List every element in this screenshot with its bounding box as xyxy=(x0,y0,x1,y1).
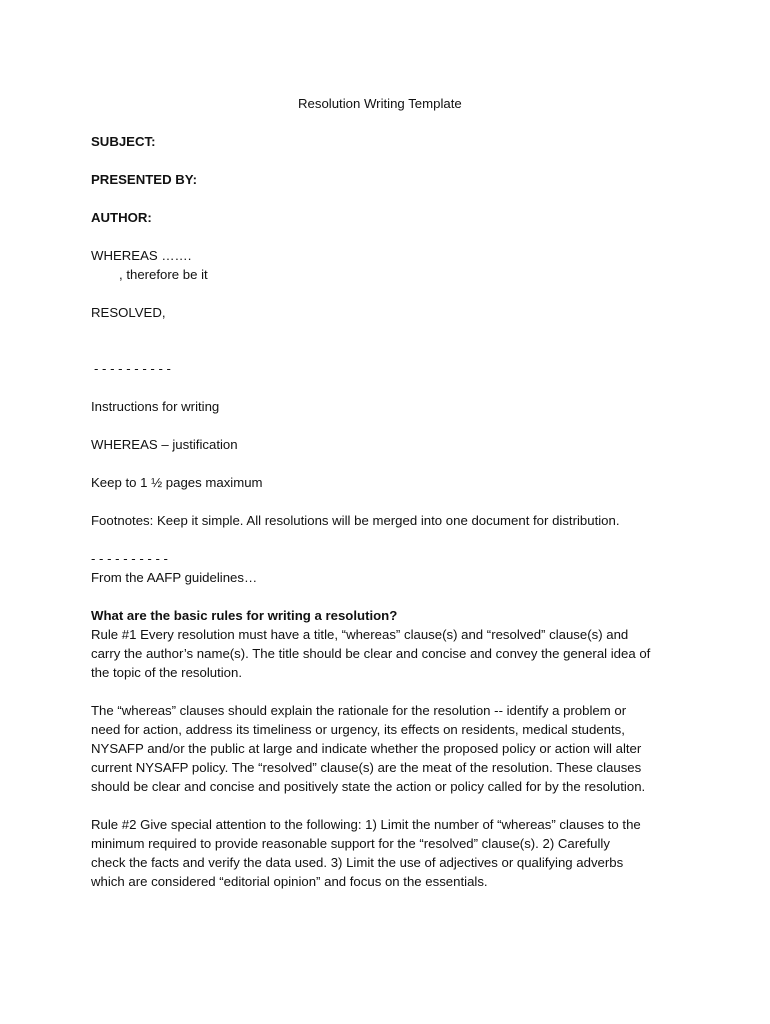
rule-1-paragraph xyxy=(91,625,691,682)
paragraph-line: minimum required to provide reasonable support for the “resolved” clause(s). 2) Carefully xyxy=(91,836,610,851)
author-label: AUTHOR: xyxy=(91,210,152,225)
paragraph-line: carry the author’s name(s). The title should be clear and concise and convey the general idea of xyxy=(91,646,651,661)
paragraph-line: Rule #2 Give special attention to the following: 1) Limit the number of “whereas” clauses to the xyxy=(91,817,641,832)
paragraph-line: need for action, address its timeliness or urgency, its effects on residents, medical students, xyxy=(91,722,625,737)
rule-2-paragraph xyxy=(91,815,691,891)
paragraph-line: the topic of the resolution. xyxy=(91,665,243,680)
presented-by-label: PRESENTED BY: xyxy=(91,172,198,187)
paragraph-line: Rule #1 Every resolution must have a title, “whereas” clause(s) and “resolved” clause(s) and xyxy=(91,627,629,642)
separator-1: - - - - - - - - - - xyxy=(94,361,171,376)
rules-heading: What are the basic rules for writing a resolution? xyxy=(91,608,398,623)
instruction-whereas: WHEREAS – justification xyxy=(91,437,238,452)
separator-2: - - - - - - - - - - xyxy=(91,551,168,566)
paragraph-line: which are considered “editorial opinion” and focus on the essentials. xyxy=(91,874,488,889)
guidelines-intro: From the AAFP guidelines… xyxy=(91,570,258,585)
therefore-line: , therefore be it xyxy=(119,267,208,282)
paragraph-line: should be clear and concise and positively state the action or policy called for by the resolution. xyxy=(91,779,646,794)
instruction-length: Keep to 1 ½ pages maximum xyxy=(91,475,263,490)
subject-label: SUBJECT: xyxy=(91,134,156,149)
resolved-line: RESOLVED, xyxy=(91,305,166,320)
paragraph-line: NYSAFP and/or the public at large and indicate whether the proposed policy or action will alter xyxy=(91,741,642,756)
whereas-line: WHEREAS ……. xyxy=(91,248,192,263)
instructions-heading: Instructions for writing xyxy=(91,399,220,414)
paragraph-line: The “whereas” clauses should explain the rationale for the resolution -- identify a problem or xyxy=(91,703,627,718)
instruction-footnotes: Footnotes: Keep it simple. All resolutions will be merged into one document for distribution. xyxy=(91,513,620,528)
paragraph-line: current NYSAFP policy. The “resolved” clause(s) are the meat of the resolution. These clauses xyxy=(91,760,642,775)
paragraph-line: check the facts and verify the data used. 3) Limit the use of adjectives or qualifying adverbs xyxy=(91,855,624,870)
document-title: Resolution Writing Template xyxy=(298,96,462,111)
whereas-explanation-paragraph xyxy=(91,701,691,796)
